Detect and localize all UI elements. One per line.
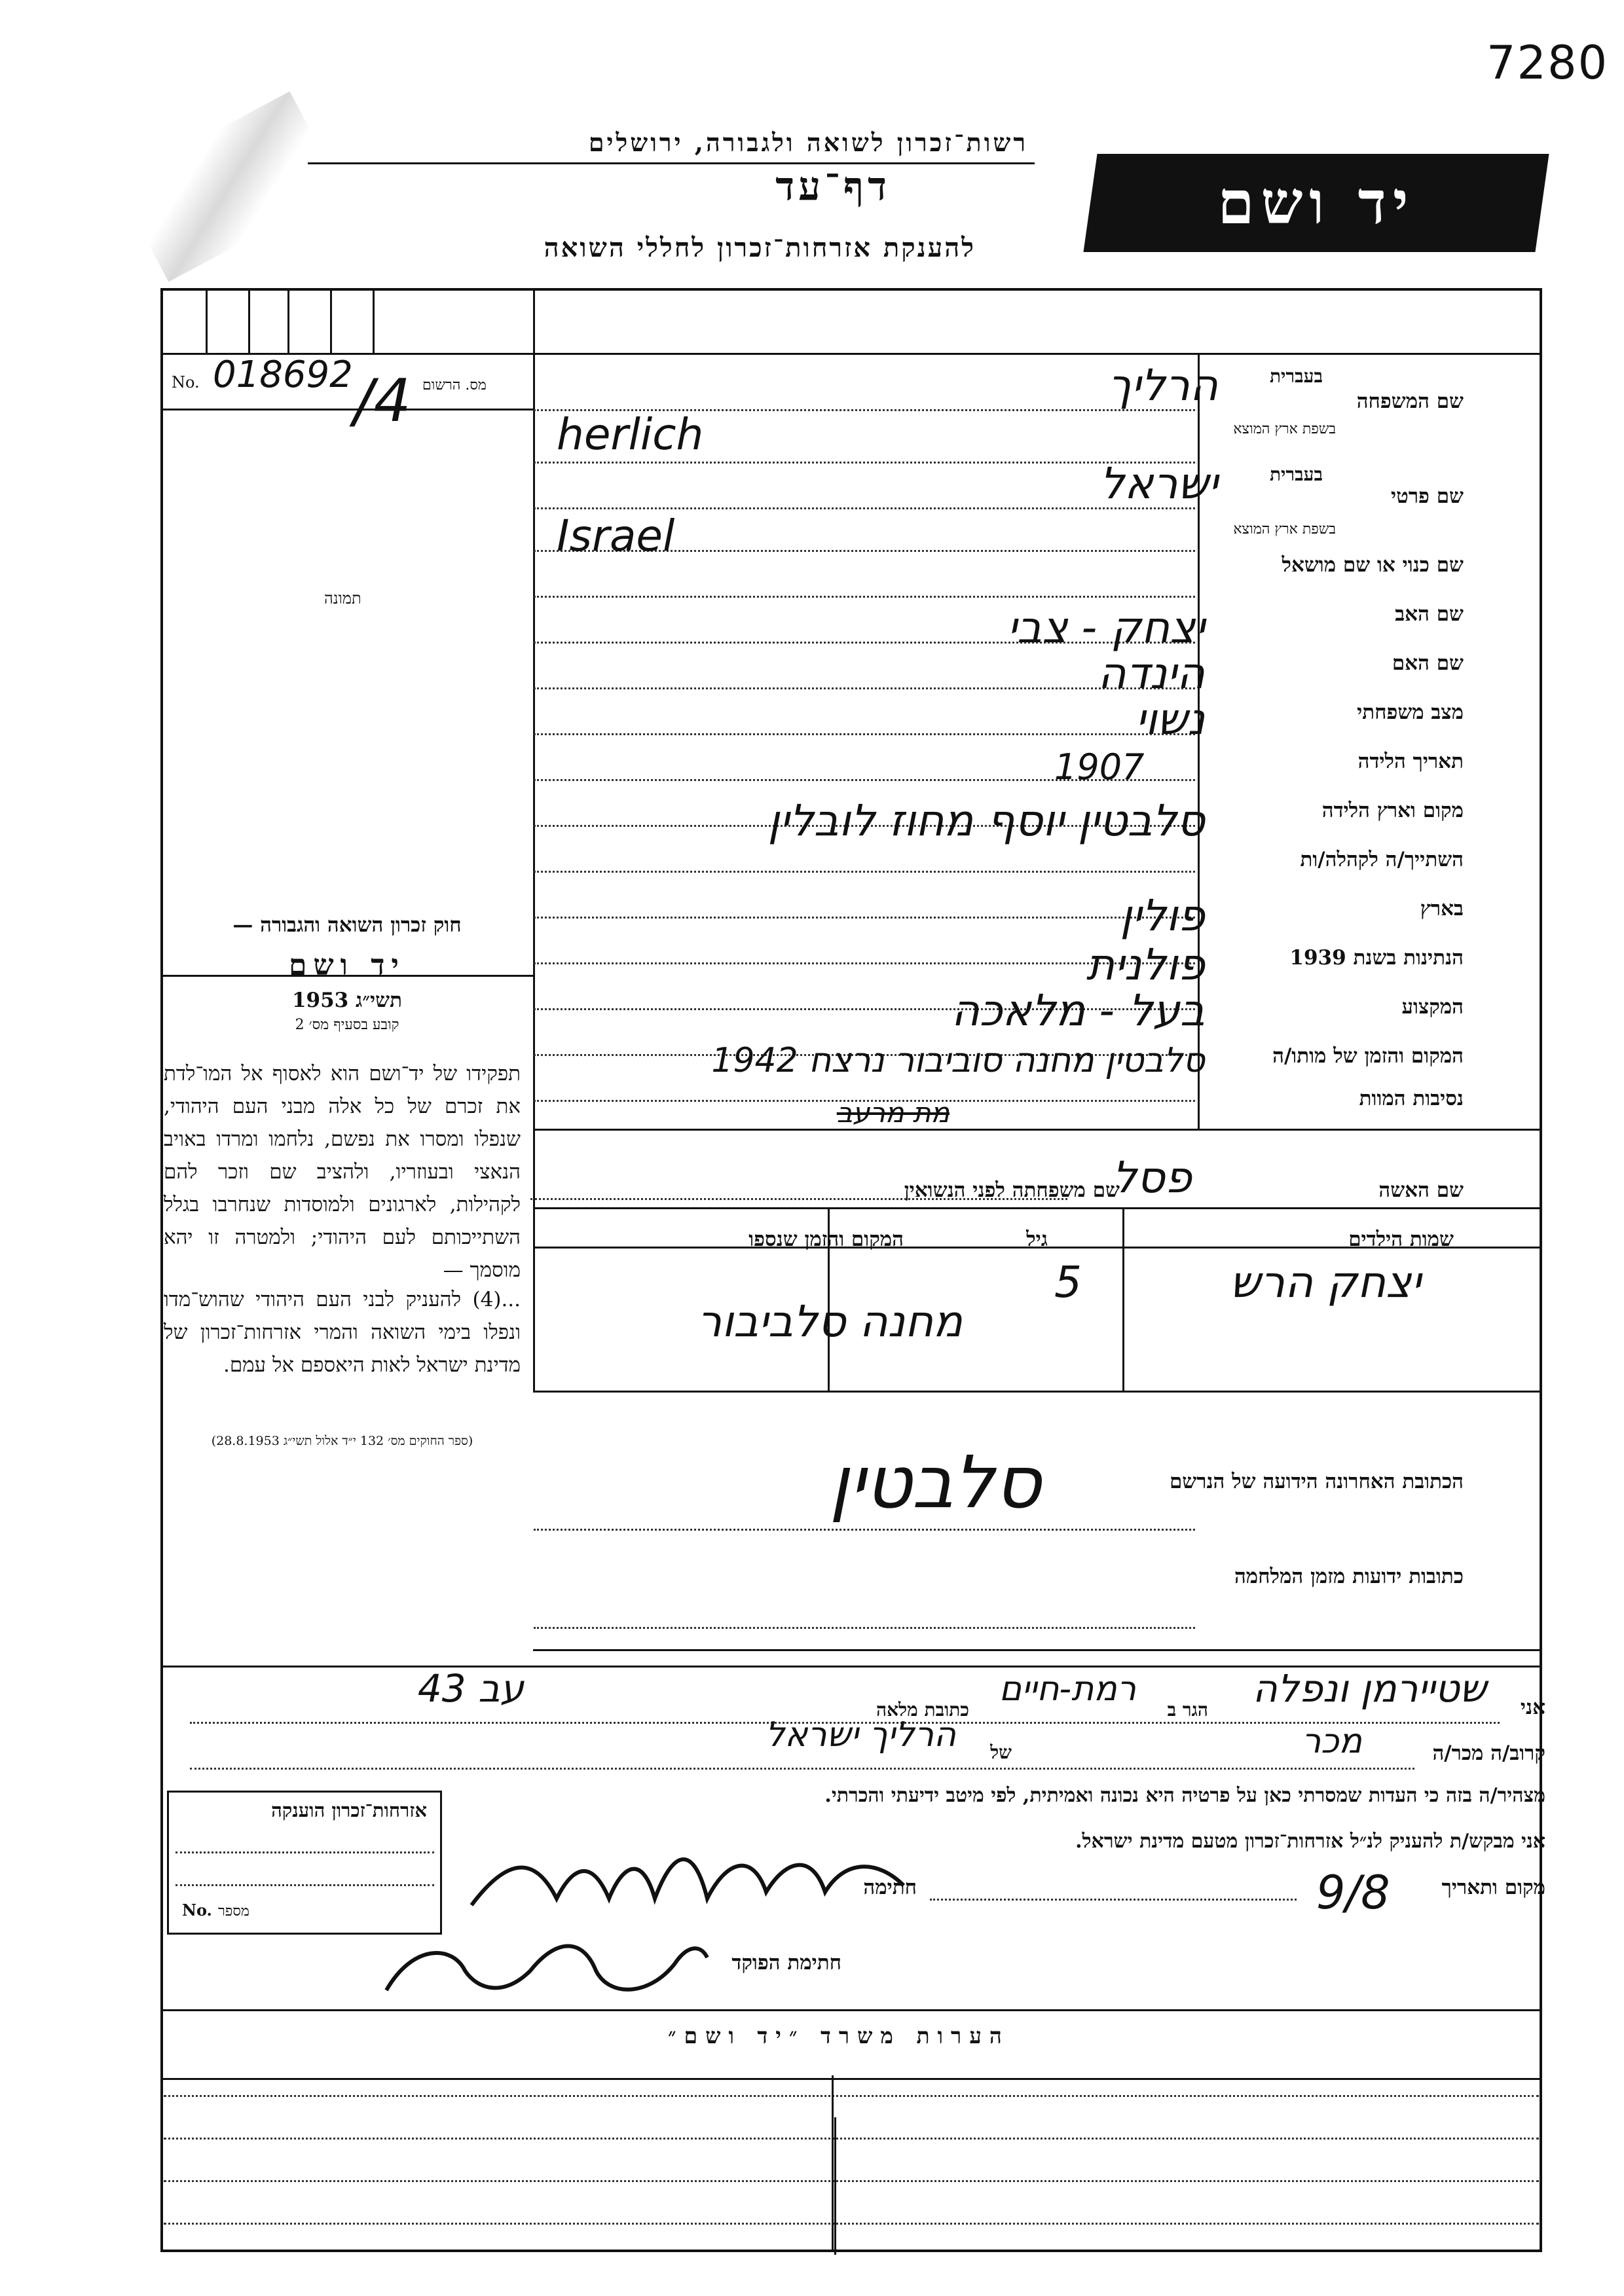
value-declarant-city: רמת-חיים — [999, 1669, 1136, 1709]
value-mother-name: הינדה — [1098, 648, 1205, 699]
smudge-mark — [117, 92, 342, 282]
value-father-name: יצחק - צבי — [1007, 602, 1205, 653]
label-place-date: מקום ותאריך — [1441, 1876, 1545, 1899]
value-declarant-address: עב 43 — [417, 1666, 524, 1711]
law-name: יד ושם — [289, 949, 405, 982]
no-label: No. — [172, 373, 200, 392]
office-notes-title: הערות משרד ״יד ושם״ — [668, 2023, 1010, 2049]
law-source: (ספר החוקים מס׳ 132 י״ד אלול תשי״ג 28.8.1953) — [211, 1434, 473, 1448]
law-title: חוק זכרון השואה והגבורה — — [232, 913, 462, 937]
col-children-place: המקום והזמן שנספו — [748, 1228, 904, 1251]
label-officer-signature: חתימת הפוקד — [731, 1951, 841, 1975]
value-child-age: 5 — [1054, 1257, 1082, 1307]
label-of: של — [990, 1741, 1012, 1763]
authority-underline — [308, 162, 1035, 164]
value-child-name: יצחק הרש — [1230, 1257, 1421, 1307]
file-number: 7280 — [1486, 36, 1609, 90]
label-last-address: הכתובת האחרונה הידועה של הנרשם — [1169, 1470, 1464, 1493]
label-first-origin: בשפת ארץ המוצא — [1233, 521, 1336, 538]
label-citizenship-1939: הנתינות בשנת 1939 — [1289, 946, 1464, 970]
value-birth-date: 1907 — [1054, 746, 1145, 788]
label-first-name: שם פרטי — [1390, 484, 1464, 508]
value-first-latin: Israel — [557, 511, 675, 561]
value-first-hebrew: ישראל — [1099, 458, 1218, 509]
label-father-name: שם האב — [1395, 602, 1464, 626]
label-family-origin: בשפת ארץ המוצא — [1233, 421, 1336, 437]
value-citizenship-1939: פולנית — [1086, 939, 1205, 990]
law-block — [180, 913, 514, 1033]
label-death-circumstances: נסיבות המוות — [1359, 1087, 1464, 1110]
law-text-2: ...(4) להעניק לבני העם היהודי שהוש־מדו ונפלו בימי השואה והמרי אזרחות־זכרון של מדינת ישראל לאות היאספם אל עמם. — [164, 1288, 521, 1377]
photo-label: תמונה — [324, 589, 361, 608]
notes-divider — [832, 2075, 834, 2252]
declaration-request: אני מבקש/ת להעניק לנ״ל אזרחות־זכרון מטעם מדינת ישראל. — [1075, 1830, 1545, 1853]
label-wartime-addresses: כתובות ידועות מזמן המלחמה — [1234, 1565, 1464, 1588]
authority-line: רשות־זכרון לשואה ולגבורה, ירושלים — [588, 128, 1028, 157]
col-children-age: גיל — [1026, 1228, 1048, 1251]
value-marital-status: נשוי — [1135, 694, 1205, 744]
label-country: בארץ — [1420, 897, 1464, 920]
col-children-names: שמות הילדים — [1348, 1228, 1454, 1251]
form-title: דף־עד — [775, 164, 891, 210]
value-relation-of: הרליך ישראל — [765, 1715, 956, 1755]
value-last-address: סלבטין — [829, 1440, 1041, 1524]
value-family-hebrew: הרליך — [1107, 360, 1218, 410]
value-birth-place: סלבטין יוסף מחוז לובלין — [767, 795, 1205, 846]
value-family-latin: herlich — [557, 409, 704, 460]
label-resides: הגר ב — [1167, 1699, 1208, 1721]
registration-fraction: /4 — [354, 367, 411, 435]
value-death-circumstances: מת מרעב — [836, 1097, 950, 1129]
label-marital-status: מצב משפחתי — [1357, 701, 1464, 724]
form-subtitle: להענקת אזרחות־זכרון לחללי השואה — [544, 232, 976, 263]
registration-number: 018692 — [213, 354, 353, 396]
label-full-address: כתובת מלאה — [876, 1699, 969, 1721]
label-family-name: שם המשפחה — [1356, 390, 1464, 413]
value-place-date: 9/8 — [1316, 1866, 1390, 1920]
value-relation: מכר — [1301, 1722, 1362, 1761]
declaration-statement: מצהיר/ה בזה כי העדות שמסרתי כאן על פרטיה היא נכונה ואמיתית, לפי מיטב ידיעתי והכרתי. — [824, 1784, 1545, 1807]
value-child-place: מחנה סלביבור — [697, 1296, 963, 1347]
citizenship-box-title: אזרחות־זכרון הוענקה — [271, 1799, 427, 1821]
registration-label: מס. הרשום — [422, 377, 487, 393]
label-wife-name: שם האשה — [1378, 1178, 1464, 1202]
label-i: אני — [1520, 1696, 1545, 1719]
label-profession: המקצוע — [1401, 995, 1464, 1019]
label-death-place-time: המקום והזמן של מותו/ה — [1272, 1044, 1464, 1068]
value-country: פולין — [1120, 890, 1205, 941]
label-maiden-name: שם משפחתה לפני הנשואין — [904, 1178, 1120, 1202]
law-year: תשי״ג 1953 — [291, 989, 403, 1012]
value-declarant-name: שטיירמן ונפלה — [1252, 1666, 1486, 1711]
law-text-1: תפקידו של יד־ושם הוא לאסוף אל המו־לדת את זכרם של כל אלה מבני העם היהודי, שנפלו ומסרו את נפשם, נלחמו ומרדו באויב הנאצי ובעוזריו, ולהציב שם וזכר להם לקהילות, לארגונים ולמוסדות שנחרבו בגלל השתייכותם לעם היהודי; ולמטרה זו יהא מוסמך — — [164, 1062, 521, 1282]
label-signature: חתימה — [863, 1876, 917, 1899]
citizenship-box — [167, 1791, 442, 1935]
declarant-signature — [458, 1833, 917, 1925]
value-death-place-time: סלבטין מחנה סוביבור נרצח 1942 — [711, 1041, 1205, 1080]
label-relation: קרוב/ה מכר/ה — [1432, 1741, 1545, 1765]
label-birth-place: מקום וארץ הלידה — [1321, 799, 1464, 822]
label-birth-date: תאריך הלידה — [1357, 750, 1464, 773]
citizenship-number-label: מספר — [218, 1903, 249, 1920]
citizenship-no-label: No. — [182, 1901, 212, 1920]
yad-vashem-logo: יד ושם — [1083, 154, 1549, 252]
label-mother-name: שם האם — [1392, 651, 1464, 675]
label-community: השתייך/ה לקהלה/ות — [1300, 848, 1464, 871]
value-wife-name: פסל — [1112, 1152, 1192, 1203]
label-first-hebrew: בעברית — [1269, 464, 1323, 485]
label-alias: שם כנוי או שם מושאל — [1282, 553, 1464, 577]
value-profession: בעל - מלאכה — [951, 985, 1205, 1036]
law-clause: קובע בסעיף מס׳ 2 — [295, 1017, 399, 1033]
label-family-hebrew: בעברית — [1269, 365, 1323, 387]
